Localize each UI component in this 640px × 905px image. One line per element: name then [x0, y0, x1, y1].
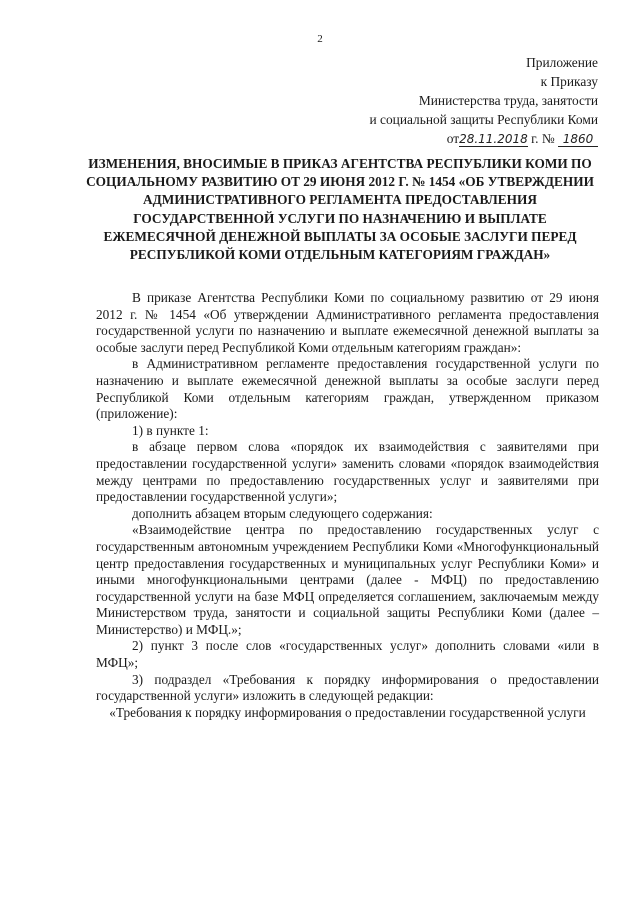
paragraph: 2) пункт 3 после слов «государственных услуг» дополнить словами «или в МФЦ»; — [96, 638, 599, 671]
appendix-line-4: и социальной защиты Республики Коми — [369, 112, 598, 127]
paragraph: 1) в пункте 1: — [132, 422, 209, 438]
paragraph: В приказе Агентства Республики Коми по социальному развитию от 29 июня 2012 г. № 1454 «Об утверждении Административного регламента предоставления государственной услуги по назначению и выплате ежемесячной денежной выплаты за особые заслуги перед Республикой Коми отдельным категориям граждан»: — [96, 290, 599, 355]
paragraph: 3) подраздел «Требования к порядку информирования о предоставлении государственной услуги» изложить в следующей редакции: — [96, 671, 599, 704]
year-suffix: г. — [531, 131, 539, 146]
appendix-line-2: к Приказу — [540, 74, 598, 89]
paragraph: в Административном регламенте предоставления государственной услуги по назначению и выплате ежемесячной денежной выплаты за особые заслуги перед Республикой Коми отдельным категориям граждан, утвержденном приказом (приложение): — [96, 356, 599, 422]
appendix-date-line — [278, 129, 598, 148]
document-title: ИЗМЕНЕНИЯ, ВНОСИМЫЕ В ПРИКАЗ АГЕНТСТВА РЕСПУБЛИКИ КОМИ ПО СОЦИАЛЬНОМУ РАЗВИТИЮ ОТ 29 ИЮНЯ 2012 Г. № 1454 «ОБ УТВЕРЖДЕНИИ АДМИНИСТРАТИВНОГО РЕГЛАМЕНТА ПРЕДОСТАВЛЕНИЯ ГОСУДАРСТВЕННОЙ УСЛУГИ ПО НАЗНАЧЕНИЮ И ВЫПЛАТЕ ЕЖЕМЕСЯЧНОЙ ДЕНЕЖНОЙ ВЫПЛАТЫ ЗА ОСОБЫЕ ЗАСЛУГИ ПЕРЕД РЕСПУБЛИКОЙ КОМИ ОТДЕЛЬНЫМ КАТЕГОРИЯМ ГРАЖДАН» — [86, 156, 594, 263]
handwritten-number: 1860 — [558, 132, 598, 147]
handwritten-date: 28.11.2018 — [459, 132, 528, 146]
paragraph: дополнить абзацем вторым следующего содержания: — [132, 505, 433, 521]
document-body — [96, 290, 599, 721]
paragraph: в абзаце первом слова «порядок их взаимодействия с заявителями при предоставлении государственной услуги» заменить словами «порядок взаимодействия между центрами по предоставлению государственных услуг и заявителями при предоставлении государственной услуги»; — [96, 439, 599, 505]
date-prefix: от — [446, 131, 460, 146]
appendix-header — [278, 53, 598, 148]
appendix-line-3: Министерства труда, занятости — [418, 93, 598, 108]
page-number: 2 — [317, 33, 323, 45]
paragraph: «Взаимодействие центра по предоставлению государственных услуг с государственным автономным учреждением Республики Коми «Многофункциональный центр предоставления государственных и муниципальных услуг Республики Коми» и иными многофункциональными центрами (далее - МФЦ) по предоставлению государственной услуги на базе МФЦ определяется соглашением, заключаемым между Министерством труда, занятости и социальной защиты Республики Коми (далее – Министерство) и МФЦ.»; — [96, 522, 599, 637]
subheading: «Требования к порядку информирования о предоставлении государственной услуги — [109, 704, 586, 720]
number-prefix: № — [541, 131, 555, 146]
appendix-line-1: Приложение — [526, 55, 598, 70]
